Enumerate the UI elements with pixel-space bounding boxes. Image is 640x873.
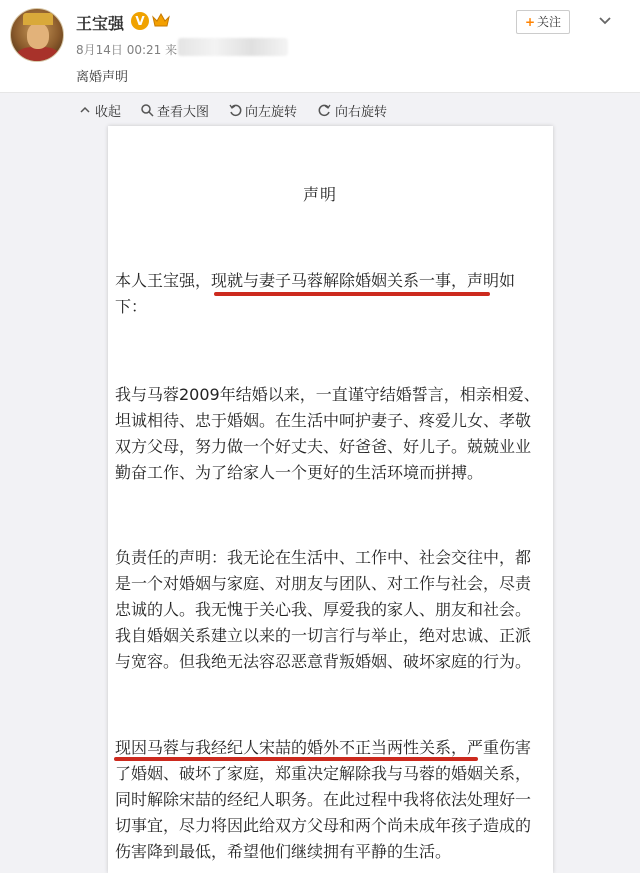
rotate-right-label: 向右旋转: [335, 104, 388, 120]
paragraph-responsibility: [115, 545, 545, 675]
post-text: 离婚声明: [76, 70, 129, 85]
text-line: 切事宜，尽力将因此给双方父母和两个尚未成年孩子造成的: [115, 816, 532, 835]
image-toolbar: [0, 92, 640, 126]
text-line: 我自婚姻关系建立以来的一切言行与举止，绝对忠诚、正派: [115, 626, 532, 645]
chevron-down-icon[interactable]: [598, 14, 612, 28]
plus-icon: +: [524, 15, 536, 29]
rotate-left-icon: [228, 103, 242, 117]
vip-crown-icon: [152, 12, 170, 28]
post-source-prefix: 来: [165, 43, 178, 57]
text-line: 双方父母，努力做一个好丈夫、好爸爸、好儿子。兢兢业业: [115, 437, 532, 456]
text-line: 本人王宝强，现就与妻子马蓉解除婚姻关系一事，声明如: [115, 271, 516, 290]
follow-label: 关注: [537, 15, 562, 29]
collapse-icon: [78, 103, 92, 117]
view-large-button[interactable]: [140, 93, 209, 127]
post-date[interactable]: 8月14日: [76, 43, 123, 57]
follow-button[interactable]: [516, 10, 570, 34]
text-line: 伤害降到最低，希望他们继续拥有平静的生活。: [115, 842, 452, 861]
highlight-underline: [114, 757, 478, 761]
text-line: 忠诚的人。我无愧于关心我、厚爱我的家人、朋友和社会。: [115, 600, 532, 619]
rotate-left-label: 向左旋转: [245, 104, 298, 120]
blurred-source: [178, 38, 288, 56]
post-meta: [76, 41, 177, 58]
text-line: 与宽容。但我绝无法容忍恶意背叛婚姻、破坏家庭的行为。: [115, 652, 532, 671]
highlight-underline: [214, 292, 490, 296]
text-line: 勤奋工作、为了给家人一个更好的生活环境而拼搏。: [115, 463, 484, 482]
view-large-label: 查看大图: [157, 104, 210, 120]
paragraph-marriage: [115, 382, 545, 486]
text-line: 同时解除宋喆的经纪人职务。在此过程中我将依法处理好一: [115, 790, 532, 809]
rotate-left-button[interactable]: [228, 93, 297, 127]
text-line: 是一个对婚姻与家庭、对朋友与团队、对工作与社会，尽责: [115, 574, 532, 593]
post-header: [0, 0, 640, 92]
collapse-label: 收起: [95, 104, 122, 120]
document-title: 声明: [302, 185, 337, 204]
text-line: 负责任的声明：我无论在生活中、工作中、社会交往中，都: [115, 548, 532, 567]
rotate-right-button[interactable]: [318, 93, 387, 127]
verified-badge-icon: V: [131, 12, 149, 30]
magnifier-icon: [140, 103, 154, 117]
post-time[interactable]: 00:21: [126, 43, 162, 57]
collapse-button[interactable]: [78, 93, 121, 127]
text-line: 现因马蓉与我经纪人宋喆的婚外不正当两性关系，严重伤害: [115, 738, 532, 757]
paragraph-decision: [115, 735, 545, 865]
text-line: 下：: [115, 297, 148, 316]
avatar[interactable]: [10, 8, 64, 62]
rotate-right-icon: [318, 103, 332, 117]
text-line: 了婚姻、破坏了家庭，郑重决定解除我与马蓉的婚姻关系，: [115, 764, 532, 783]
text-line: 我与马蓉2009年结婚以来，一直谨守结婚誓言，相亲相爱、: [115, 385, 540, 404]
username[interactable]: 王宝强: [76, 14, 125, 33]
text-line: 坦诚相待、忠于婚姻。在生活中呵护妻子、疼爱儿女、孝敬: [115, 411, 532, 430]
